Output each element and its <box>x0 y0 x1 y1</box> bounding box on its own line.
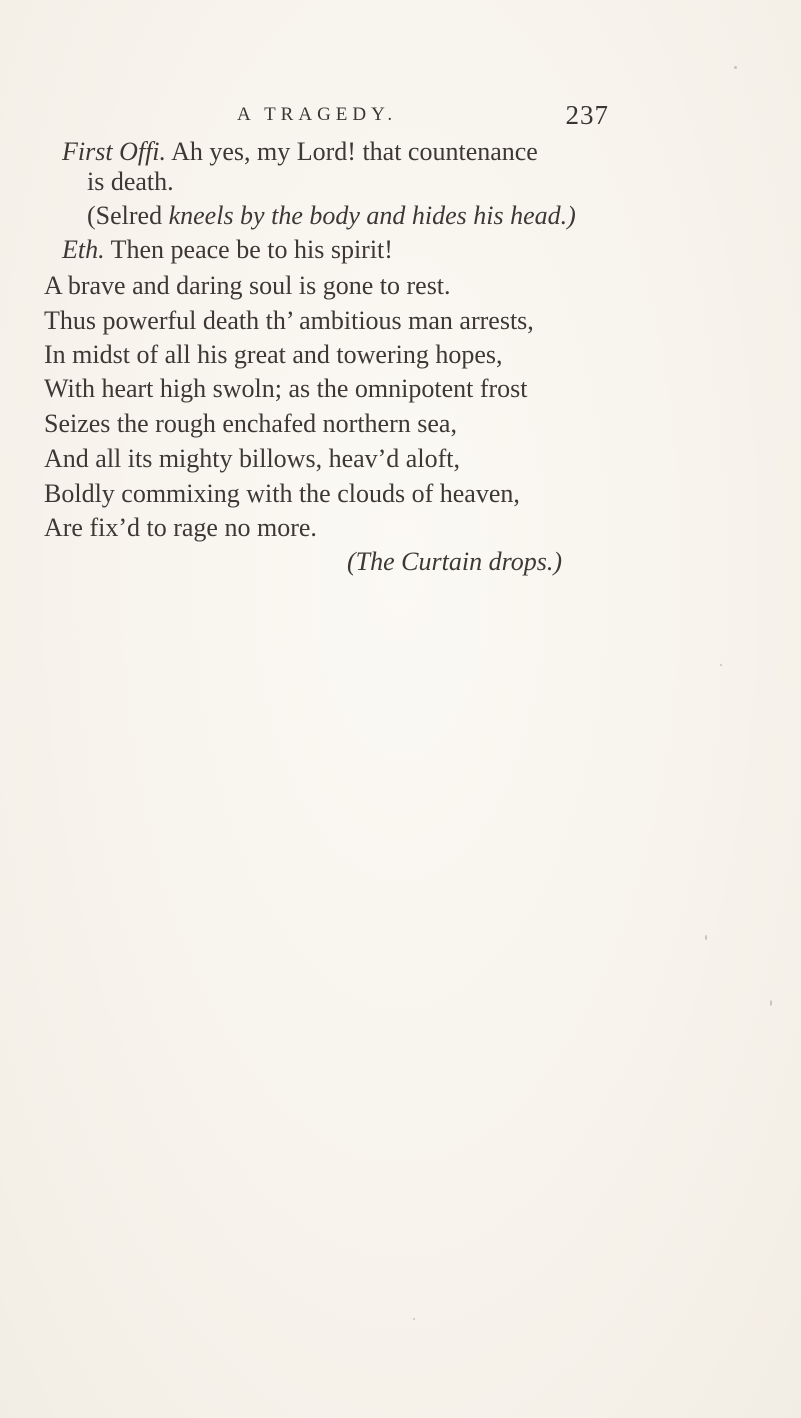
text-line-2: is death. <box>87 167 174 196</box>
paper-speck <box>413 1318 415 1320</box>
running-head <box>237 98 657 132</box>
verse-line-6: Thus powerful death th’ ambitious man arrests, <box>44 306 534 335</box>
stage-direction <box>87 200 576 232</box>
verse-line-8: With heart high swoln; as the omnipotent frost <box>44 374 528 403</box>
text-line-1 <box>62 136 538 168</box>
verse-line-11: Boldly commixing with the clouds of heaven, <box>44 479 520 508</box>
speech-first-officer: Ah yes, my Lord! that countenance <box>166 137 538 166</box>
speech-eth: Then peace be to his spirit! <box>104 235 393 264</box>
running-title: A TRAGEDY. <box>237 104 398 125</box>
paper-speck <box>734 66 737 69</box>
verse-line-5: A brave and daring soul is gone to rest. <box>44 271 451 300</box>
verse-line-12: Are fix’d to rage no more. <box>44 513 317 542</box>
paper-speck <box>720 664 722 666</box>
verse-line-10: And all its mighty billows, heav’d aloft, <box>44 444 460 473</box>
paper-speck <box>770 1000 772 1006</box>
verse-line-9: Seizes the rough enchafed northern sea, <box>44 409 457 438</box>
verse-line-7: In midst of all his great and towering hopes, <box>44 340 503 369</box>
speaker-first-officer: First Offi. <box>62 137 167 166</box>
curtain-direction: (The Curtain drops.) <box>347 547 562 576</box>
page-number: 237 <box>565 100 609 130</box>
stage-direction-text: kneels by the body and hides his head.) <box>168 201 576 230</box>
speaker-eth: Eth. <box>62 235 105 264</box>
paper-speck <box>705 935 707 940</box>
text-line-4 <box>62 234 393 266</box>
stage-direction-open: (Selred <box>87 201 169 230</box>
